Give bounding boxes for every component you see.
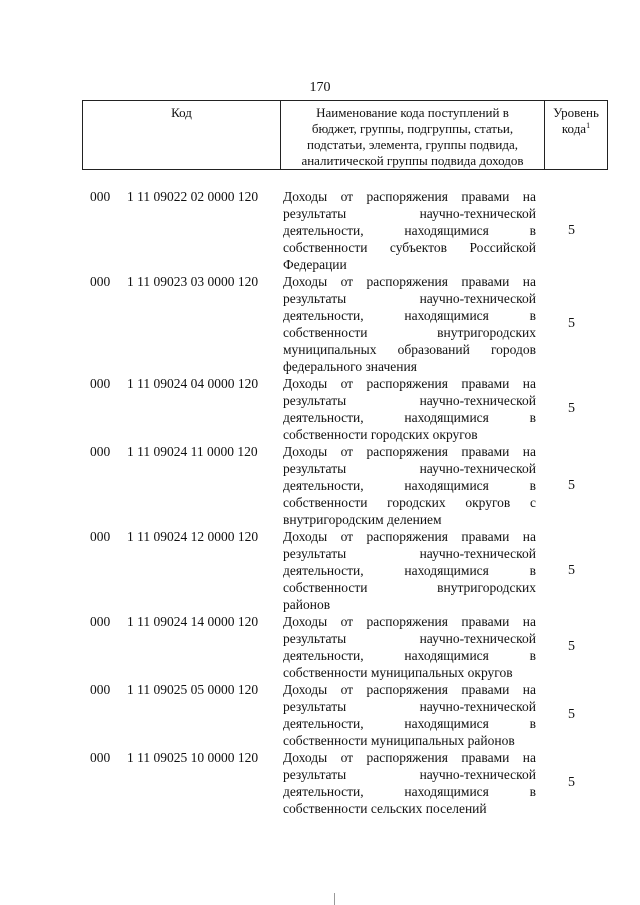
row-level: [568, 749, 582, 817]
row-income-code: 1 11 09024 12 0000 120: [127, 529, 259, 544]
scan-mark: [334, 893, 335, 905]
row-level-value: 5: [568, 222, 575, 238]
row-name-line: результаты научно-технической: [283, 546, 536, 561]
row-name: [283, 749, 536, 817]
row-name: [283, 273, 536, 375]
row-name-line: Доходы от распоряжения правами на: [283, 750, 536, 765]
row-name-line: Доходы от распоряжения правами на: [283, 376, 536, 391]
row-name-line: собственности городских округов: [283, 427, 478, 442]
row-name-line: деятельности, находящимися в: [283, 223, 536, 238]
row-name-line: результаты научно-технической: [283, 291, 536, 306]
row-admin-code: 000: [90, 614, 111, 629]
row-admin-code: 000: [90, 189, 111, 204]
row-admin-code: 000: [90, 376, 111, 391]
row-name-line: Доходы от распоряжения правами на: [283, 614, 536, 629]
row-admin-code: 000: [90, 444, 111, 459]
row-name-line: Доходы от распоряжения правами на: [283, 444, 536, 459]
row-name-line: собственности муниципальных районов: [283, 733, 515, 748]
header-level-line2: [545, 121, 607, 137]
row-level-value: 5: [568, 775, 575, 790]
page-number: 170: [309, 80, 331, 95]
row-name-line: деятельности, находящимися в: [283, 563, 536, 578]
table-header: [82, 100, 608, 170]
header-name-line: Наименование кода поступлений в: [316, 105, 509, 120]
row-admin-code: 000: [90, 274, 111, 289]
row-level-value: 5: [568, 707, 575, 722]
row-name-line: федерального значения: [283, 359, 417, 374]
row-level: [568, 375, 582, 443]
row-name: [283, 528, 536, 613]
row-level-value: 5: [568, 562, 575, 578]
table-row: [0, 749, 640, 817]
row-name-line: результаты научно-технической: [283, 631, 536, 646]
table-row: [0, 613, 640, 681]
row-level: [568, 528, 582, 613]
row-name-line: собственности внутригородских: [283, 580, 536, 595]
row-name-line: Доходы от распоряжения правами на: [283, 529, 536, 544]
row-name: [283, 443, 536, 528]
row-income-code: 1 11 09025 10 0000 120: [127, 750, 259, 765]
header-name: [280, 101, 544, 169]
header-level-line: Уровень: [553, 105, 599, 120]
row-name: [283, 681, 536, 749]
row-name-line: деятельности, находящимися в: [283, 308, 536, 323]
row-name-line: собственности сельских поселений: [283, 801, 487, 816]
row-level: [568, 681, 582, 749]
row-name-line: Доходы от распоряжения правами на: [283, 189, 536, 204]
row-name-line: деятельности, находящимися в: [283, 784, 536, 799]
row-name-line: собственности внутригородских: [283, 325, 536, 340]
row-name-line: Доходы от распоряжения правами на: [283, 274, 536, 289]
row-name-line: внутригородским делением: [283, 512, 442, 527]
header-code: Код: [171, 105, 192, 120]
row-level: [568, 443, 582, 528]
row-name-line: деятельности, находящимися в: [283, 410, 536, 425]
row-name-line: районов: [283, 597, 331, 612]
row-admin-code: 000: [90, 529, 111, 544]
row-name-line: результаты научно-технической: [283, 699, 536, 714]
row-income-code: 1 11 09022 02 0000 120: [127, 189, 259, 204]
header-name-line: подстатьи, элемента, группы подвида,: [307, 137, 518, 152]
row-level: [568, 613, 582, 681]
row-level: [568, 273, 582, 375]
header-level: [544, 101, 607, 169]
table-row: [0, 681, 640, 749]
header-name-line: бюджет, группы, подгруппы, статьи,: [311, 121, 514, 136]
row-name: [283, 375, 536, 443]
row-income-code: 1 11 09025 05 0000 120: [127, 682, 259, 697]
footnote-marker: 1: [586, 121, 591, 130]
row-name-line: деятельности, находящимися в: [283, 478, 536, 493]
row-name-line: собственности субъектов Российской: [283, 240, 536, 255]
row-level-value: 5: [568, 316, 575, 331]
table-row: [0, 188, 640, 273]
row-admin-code: 000: [90, 750, 111, 765]
table-row: [0, 443, 640, 528]
row-name-line: результаты научно-технической: [283, 767, 536, 782]
table-row: [0, 528, 640, 613]
row-level-value: 5: [568, 401, 575, 416]
table-body: [0, 188, 640, 817]
row-name-line: собственности муниципальных округов: [283, 665, 513, 680]
row-name: [283, 613, 536, 681]
table-row: [0, 273, 640, 375]
row-admin-code: 000: [90, 682, 111, 697]
row-name-line: результаты научно-технической: [283, 393, 536, 408]
row-income-code: 1 11 09023 03 0000 120: [127, 274, 259, 289]
row-income-code: 1 11 09024 11 0000 120: [127, 444, 258, 459]
row-level-value: 5: [568, 639, 575, 654]
row-name-line: результаты научно-технической: [283, 461, 536, 476]
table-row: [0, 375, 640, 443]
row-name: [283, 188, 536, 273]
row-name-line: деятельности, находящимися в: [283, 716, 536, 731]
row-income-code: 1 11 09024 14 0000 120: [127, 614, 259, 629]
row-level: [568, 188, 582, 273]
row-name-line: Доходы от распоряжения правами на: [283, 682, 536, 697]
row-name-line: собственности городских округов с: [283, 495, 536, 510]
header-level-word: кода: [561, 121, 587, 136]
row-name-line: Федерации: [283, 257, 347, 272]
row-name-line: муниципальных образований городов: [283, 342, 536, 357]
header-name-line: аналитической группы подвида доходов: [301, 153, 524, 168]
row-income-code: 1 11 09024 04 0000 120: [127, 376, 259, 391]
row-name-line: результаты научно-технической: [283, 206, 536, 221]
row-name-line: деятельности, находящимися в: [283, 648, 536, 663]
row-level-value: 5: [568, 477, 575, 493]
